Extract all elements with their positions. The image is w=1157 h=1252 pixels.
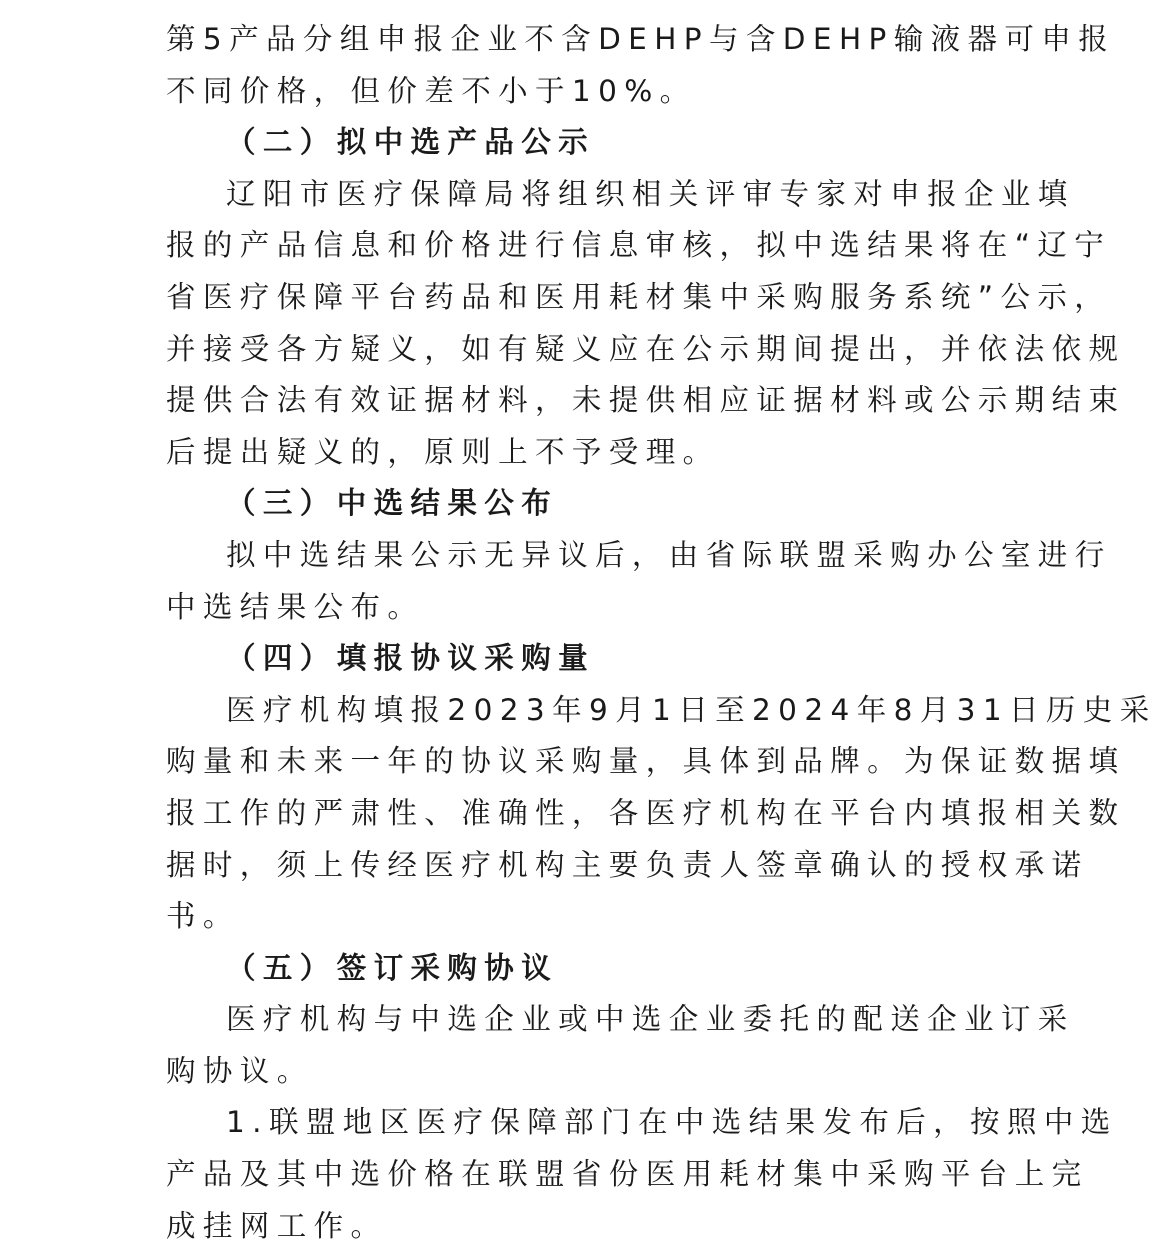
section-4-body xyxy=(166,685,1157,943)
item-1 xyxy=(166,1097,1118,1252)
document-page xyxy=(166,14,1157,1252)
text-line: 提供合法有效证据材料，未提供相应证据材料或公示期结束 xyxy=(166,383,1126,418)
text-line: 医疗机构与中选企业或中选企业委托的配送企业订采 xyxy=(226,1002,1075,1037)
section-2-body xyxy=(166,169,1126,479)
text-line: 成挂网工作。 xyxy=(166,1208,388,1243)
section-heading-3: （三）中选结果公布 xyxy=(226,486,559,521)
text-line: 书。 xyxy=(166,899,240,934)
paragraph-intro xyxy=(166,14,1116,117)
text-line: 1.联盟地区医疗保障部门在中选结果发布后，按照中选 xyxy=(226,1105,1118,1140)
text-line: 并接受各方疑义，如有疑义应在公示期间提出，并依法依规 xyxy=(166,331,1126,366)
text-line: 不同价格，但价差不小于10%。 xyxy=(166,73,697,108)
section-5-body xyxy=(166,994,1075,1097)
section-heading-5: （五）签订采购协议 xyxy=(226,950,559,985)
text-line: 据时，须上传经医疗机构主要负责人签章确认的授权承诺 xyxy=(166,847,1089,882)
text-line: 购量和未来一年的协议采购量，具体到品牌。为保证数据填 xyxy=(166,744,1126,779)
section-heading-4: （四）填报协议采购量 xyxy=(226,641,596,676)
text-line: 报工作的严肃性、准确性，各医疗机构在平台内填报相关数 xyxy=(166,795,1126,830)
text-line: 辽阳市医疗保障局将组织相关评审专家对申报企业填 xyxy=(226,176,1075,211)
text-line: 拟中选结果公示无异议后，由省际联盟采购办公室进行 xyxy=(226,537,1112,572)
text-line: 产品及其中选价格在联盟省份医用耗材集中采购平台上完 xyxy=(166,1157,1089,1192)
text-line: 购协议。 xyxy=(166,1053,314,1088)
text-line: 后提出疑义的，原则上不予受理。 xyxy=(166,434,720,469)
text-line: 中选结果公布。 xyxy=(166,589,425,624)
text-line: 第5产品分组申报企业不含DEHP与含DEHP输液器可申报 xyxy=(166,22,1116,56)
section-3-body xyxy=(166,530,1112,633)
section-heading-2: （二）拟中选产品公示 xyxy=(226,125,596,160)
text-line: 报的产品信息和价格进行信息审核，拟中选结果将在“辽宁 xyxy=(166,228,1112,263)
text-line: 省医疗保障平台药品和医用耗材集中采购服务系统”公示， xyxy=(166,279,1112,314)
text-line: 医疗机构填报2023年9月1日至2024年8月31日历史采 xyxy=(226,692,1157,727)
